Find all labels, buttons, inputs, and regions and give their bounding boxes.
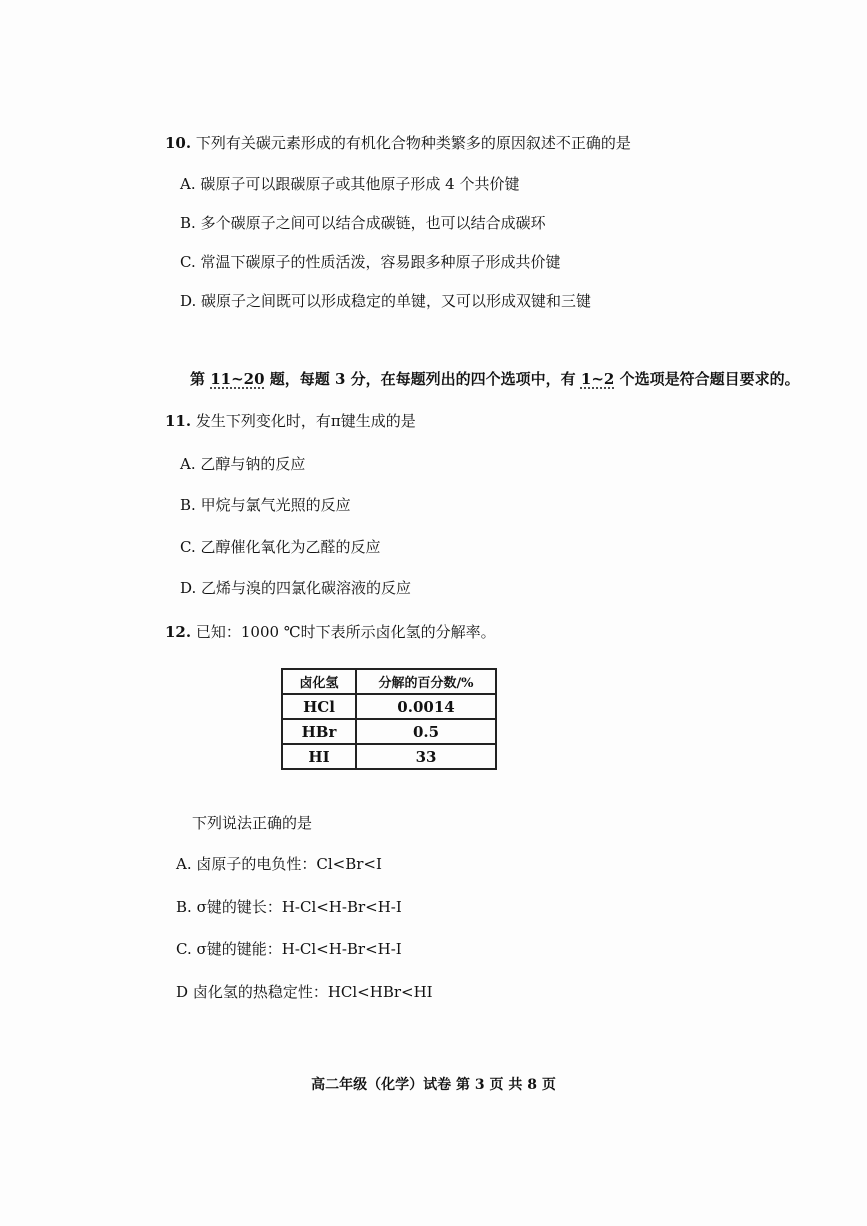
- section-part2: 题，每题 3 分，在每题列出的四个选项中，有: [264, 370, 581, 388]
- q10-stem-text: 下列有关碳元素形成的有机化合物种类繁多的原因叙述不正确的是: [195, 134, 631, 152]
- section-range2: 1~2: [580, 370, 615, 388]
- option-label: B.: [180, 496, 196, 514]
- section-part3: 个选项是符合题目要求的。: [614, 370, 800, 388]
- q11-option-a: [180, 454, 305, 474]
- option-text: 乙醇与钠的反应: [200, 455, 306, 473]
- table-row: [282, 694, 496, 719]
- option-text: σ键的键长：H-Cl<H-Br<H-I: [196, 898, 402, 916]
- q10-option-d: [180, 291, 591, 311]
- q12-number: 12.: [165, 623, 192, 641]
- option-label: D.: [180, 292, 197, 310]
- option-text: σ键的键能：H-Cl<H-Br<H-I: [196, 940, 402, 958]
- option-label: C.: [180, 538, 196, 556]
- option-label: A.: [180, 175, 196, 193]
- option-text: 乙烯与溴的四氯化碳溶液的反应: [201, 579, 412, 597]
- q12-stem-text: 已知：1000 ℃时下表所示卤化氢的分解率。: [195, 623, 496, 641]
- table-cell: HBr: [282, 719, 356, 744]
- option-label: A.: [180, 455, 196, 473]
- q11-stem-text: 发生下列变化时，有π键生成的是: [195, 412, 416, 430]
- q11-stem: [165, 411, 416, 431]
- q12-option-a: [176, 854, 382, 874]
- option-text: 卤原子的电负性：Cl<Br<I: [196, 855, 382, 873]
- option-text: 碳原子可以跟碳原子或其他原子形成 4 个共价键: [200, 175, 520, 193]
- option-label: C.: [176, 940, 192, 958]
- halide-decomposition-table: [281, 668, 497, 770]
- option-label: B.: [180, 214, 196, 232]
- table-cell: 0.0014: [356, 694, 496, 719]
- q11-option-d: [180, 578, 411, 598]
- option-label: C.: [180, 253, 196, 271]
- q12-option-c: [176, 939, 402, 959]
- table-cell: 33: [356, 744, 496, 769]
- q11-option-b: [180, 495, 351, 515]
- q12-stem: [165, 622, 496, 642]
- section-range: 11~20: [210, 370, 265, 388]
- q10-option-b: [180, 213, 546, 233]
- option-label: D: [176, 983, 189, 1001]
- option-text: 甲烷与氯气光照的反应: [200, 496, 351, 514]
- option-text: 多个碳原子之间可以结合成碳链，也可以结合成碳环: [200, 214, 546, 232]
- table-header-row: [282, 669, 496, 694]
- q12-option-b: [176, 897, 402, 917]
- q11-number: 11.: [165, 412, 192, 430]
- option-label: A.: [176, 855, 192, 873]
- q11-option-c: [180, 537, 381, 557]
- q10-stem: [165, 133, 631, 153]
- section-instruction: [190, 369, 800, 389]
- table-cell: HI: [282, 744, 356, 769]
- option-text: 乙醇催化氧化为乙醛的反应: [200, 538, 381, 556]
- option-label: D.: [180, 579, 197, 597]
- section-part1: 第: [190, 370, 211, 388]
- option-label: B.: [176, 898, 192, 916]
- table-row: [282, 719, 496, 744]
- table-row: [282, 744, 496, 769]
- option-text: 卤化氢的热稳定性：HCl<HBr<HI: [192, 983, 433, 1001]
- q12-prompt: 下列说法正确的是: [192, 814, 313, 832]
- table-cell: HCl: [282, 694, 356, 719]
- table-header: 卤化氢: [282, 669, 356, 694]
- q10-option-c: [180, 252, 561, 272]
- page-footer: 高二年级（化学）试卷 第 3 页 共 8 页: [311, 1077, 556, 1093]
- table-header: 分解的百分数/%: [356, 669, 496, 694]
- option-text: 碳原子之间既可以形成稳定的单键，又可以形成双键和三键: [201, 292, 592, 310]
- q10-option-a: [180, 174, 519, 194]
- option-text: 常温下碳原子的性质活泼，容易跟多种原子形成共价键: [200, 253, 561, 271]
- table-cell: 0.5: [356, 719, 496, 744]
- q12-option-d: [176, 982, 433, 1002]
- q10-number: 10.: [165, 134, 192, 152]
